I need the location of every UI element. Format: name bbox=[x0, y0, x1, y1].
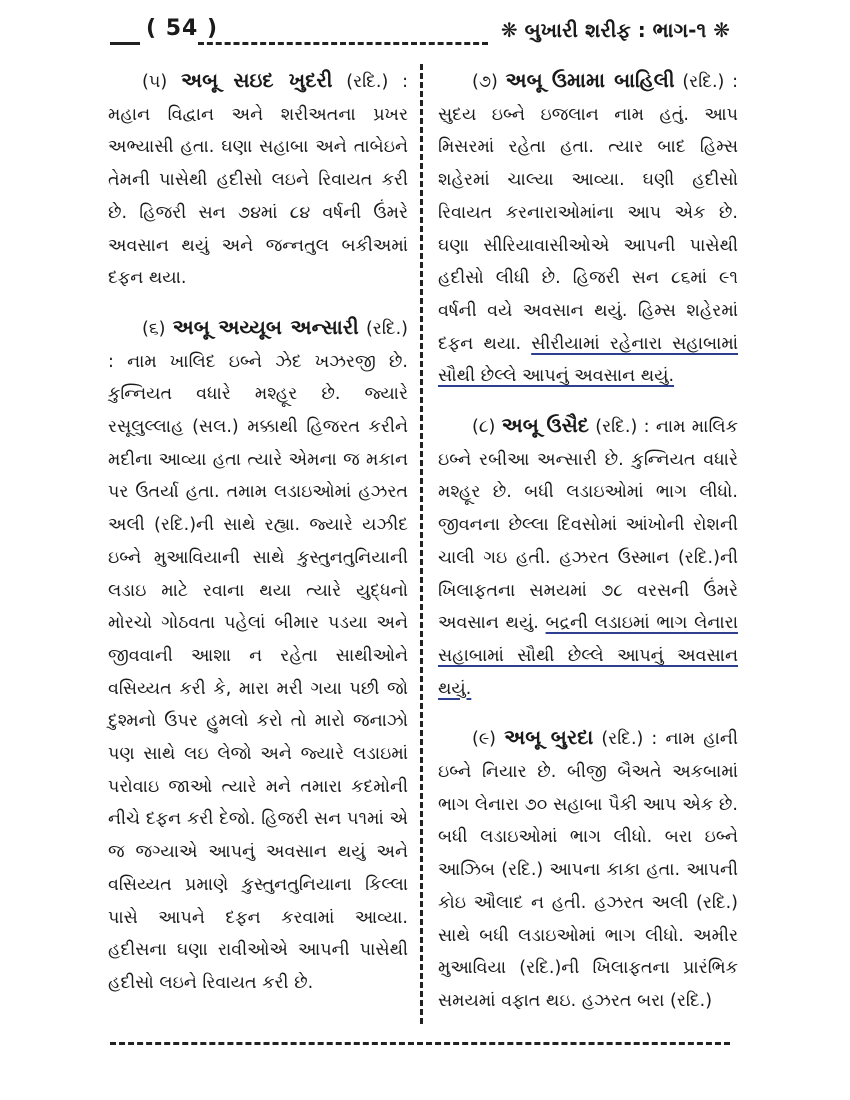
underlined-highlight: બદ્રની લડાઇમાં ભાગ લેનારા સહાબામાં સૌથી છેલ્લે આપનું અવસાન થયું. bbox=[438, 613, 738, 699]
entry-number: (૯) bbox=[472, 729, 497, 750]
entry-body: નામ ખાલિદ ઇબ્ને ઝેદ ખઝરજી છે. કુન્નિયત વધારે મશ્હૂર છે. જ્યારે રસૂલુલ્લાહ (સલ.) મક્કાથી હિજરત કરીને મદીના આવ્યા હતા ત્યારે એમના જ મકાન પર ઉતર્યા હતા. તમામ લડાઇઓમાં હઝરત અલી (રદિ.)ની સાથે રહ્યા. જ્યારે યઝીદ ઇબ્ને મુઆવિયાની સાથે કુસ્તુનતુનિયાની લડાઇ માટે રવાના થયા ત્યારે યુદ્ધનો મોરચો ગોઠવતા પહેલાં બીમાર પડયા અને જીવવાની આશા ન રહેતા સાથીઓને વસિય્યત કરી કે, મારા મરી ગયા પછી જો દુશ્મનો ઉપર હુમલો કરો તો મારો જનાઝો પણ સાથે લઇ લેજો અને જ્યારે લડાઇમાં પરોવાઇ જાઓ ત્યારે મને તમારા કદમોની નીચે દફન કરી દેજો. હિજરી સન ૫૧માં એ જ જગ્યાએ આપનું અવસાન થયું અને વસિય્યત પ્રમાણે કુસ્તુનતુનિયાના કિલ્લા પાસે આપને દફન કરવામાં આવ્યા. હદીસના ઘણા રાવીઓએ આપની પાસેથી હદીસો લઇને રિવાયત કરી છે. bbox=[108, 351, 408, 993]
entry-honorific: (રદિ.) : bbox=[346, 72, 408, 92]
entry-abu-umama-bahili bbox=[438, 64, 738, 393]
underlined-highlight: સીરીયામાં રહેનારા સહાબામાં સૌથી છેલ્લે આપનું અવસાન થયું. bbox=[438, 333, 738, 387]
entry-title: અબૂ ઉમામા બાહિલી bbox=[505, 68, 675, 92]
right-column bbox=[438, 64, 738, 1034]
entry-title: અબૂ સઇદ ખુદરી bbox=[180, 68, 333, 92]
entry-honorific: (રદિ.) : bbox=[108, 318, 408, 372]
entry-abu-usaid bbox=[438, 409, 738, 705]
column-divider bbox=[420, 64, 423, 1024]
entry-honorific: (રદિ.) : bbox=[601, 729, 658, 750]
book-title: ❋ બુખારી શરીફ : ભાગ-૧ ❋ bbox=[500, 18, 730, 42]
page-header bbox=[110, 14, 730, 48]
entry-body: મહાન વિદ્વાન અને શરીઅતના પ્રખર અભ્યાસી હતા. ઘણા સહાબા અને તાબેઇને તેમની પાસેથી હદીસો લઇને રિવાયત કરી છે. હિજરી સન ૭૪માં ૮૪ વર્ષની ઉંમરે અવસાન થયું અને જન્નતુલ બકીઅમાં દફન થયા. bbox=[108, 104, 408, 289]
page-number: ( 54 ) bbox=[146, 16, 219, 41]
entry-abu-burda bbox=[438, 721, 738, 1017]
entry-body: નામ હાની ઇબ્ને નિયાર છે. બીજી બૈઅતે અકબામાં ભાગ લેનારા ૭૦ સહાબા પૈકી આપ એક છે. બધી લડાઇઓમાં ભાગ લીધો. બરા ઇબ્ને આઝિબ (રદિ.) આપના કાકા હતા. આપની કોઇ ઔલાદ ન હતી. હઝરત અલી (રદિ.) સાથે બધી લડાઇઓમાં ભાગ લીધો. અમીર મુઆવિયા (રદિ.)ની ખિલાફતના પ્રારંભિક સમયમાં વફાત થઇ. હઝરત બરા (રદિ.) bbox=[438, 729, 738, 1011]
entry-number: (૫) bbox=[142, 72, 168, 92]
left-column bbox=[108, 64, 408, 1016]
footer-rule bbox=[110, 1042, 730, 1045]
entry-honorific: (રદિ.) : bbox=[595, 417, 650, 438]
entry-title: અબૂ ઉસૈદ bbox=[501, 413, 589, 438]
entry-number: (૮) bbox=[472, 417, 496, 438]
entry-honorific: (રદિ.) : bbox=[682, 72, 738, 92]
entry-number: (૭) bbox=[472, 72, 498, 92]
entry-number: (૬) bbox=[142, 318, 166, 339]
entry-title: અબૂ બુરદા bbox=[504, 725, 594, 750]
entry-title: અબૂ અય્યૂબ અન્સારી bbox=[172, 314, 359, 339]
entry-abu-saeed-khudri bbox=[108, 64, 408, 295]
entry-body: નામ માલિક ઇબ્ને રબીઆ અન્સારી છે. કુન્નિયત વધારે મશ્હૂર છે. બધી લડાઇઓમાં ભાગ લીધો. જીવનના છેલ્લા દિવસોમાં આંખોની રોશની ચાલી ગઇ હતી. હઝરત ઉસ્માન (રદિ.)ની ખિલાફતના સમયમાં ૭૮ વરસની ઉંમરે અવસાન થયું. bbox=[438, 417, 738, 634]
entry-body: સુદય ઇબ્ને ઇજલાન નામ હતું. આપ મિસરમાં રહેતા હતા. ત્યાર બાદ હિમ્સ શહેરમાં ચાલ્યા આવ્યા. ઘણી હદીસો રિવાયત કરનારાઓમાંના આપ એક છે. ઘણા સીરિયાવાસીઓએ આપની પાસેથી હદીસો લીધી છે. હિજરી સન ૮૬માં ૯૧ વર્ષની વયે અવસાન થયું. હિમ્સ શહેરમાં દફન થયા. bbox=[438, 104, 738, 354]
entry-abu-ayyub-ansari bbox=[108, 311, 408, 1000]
